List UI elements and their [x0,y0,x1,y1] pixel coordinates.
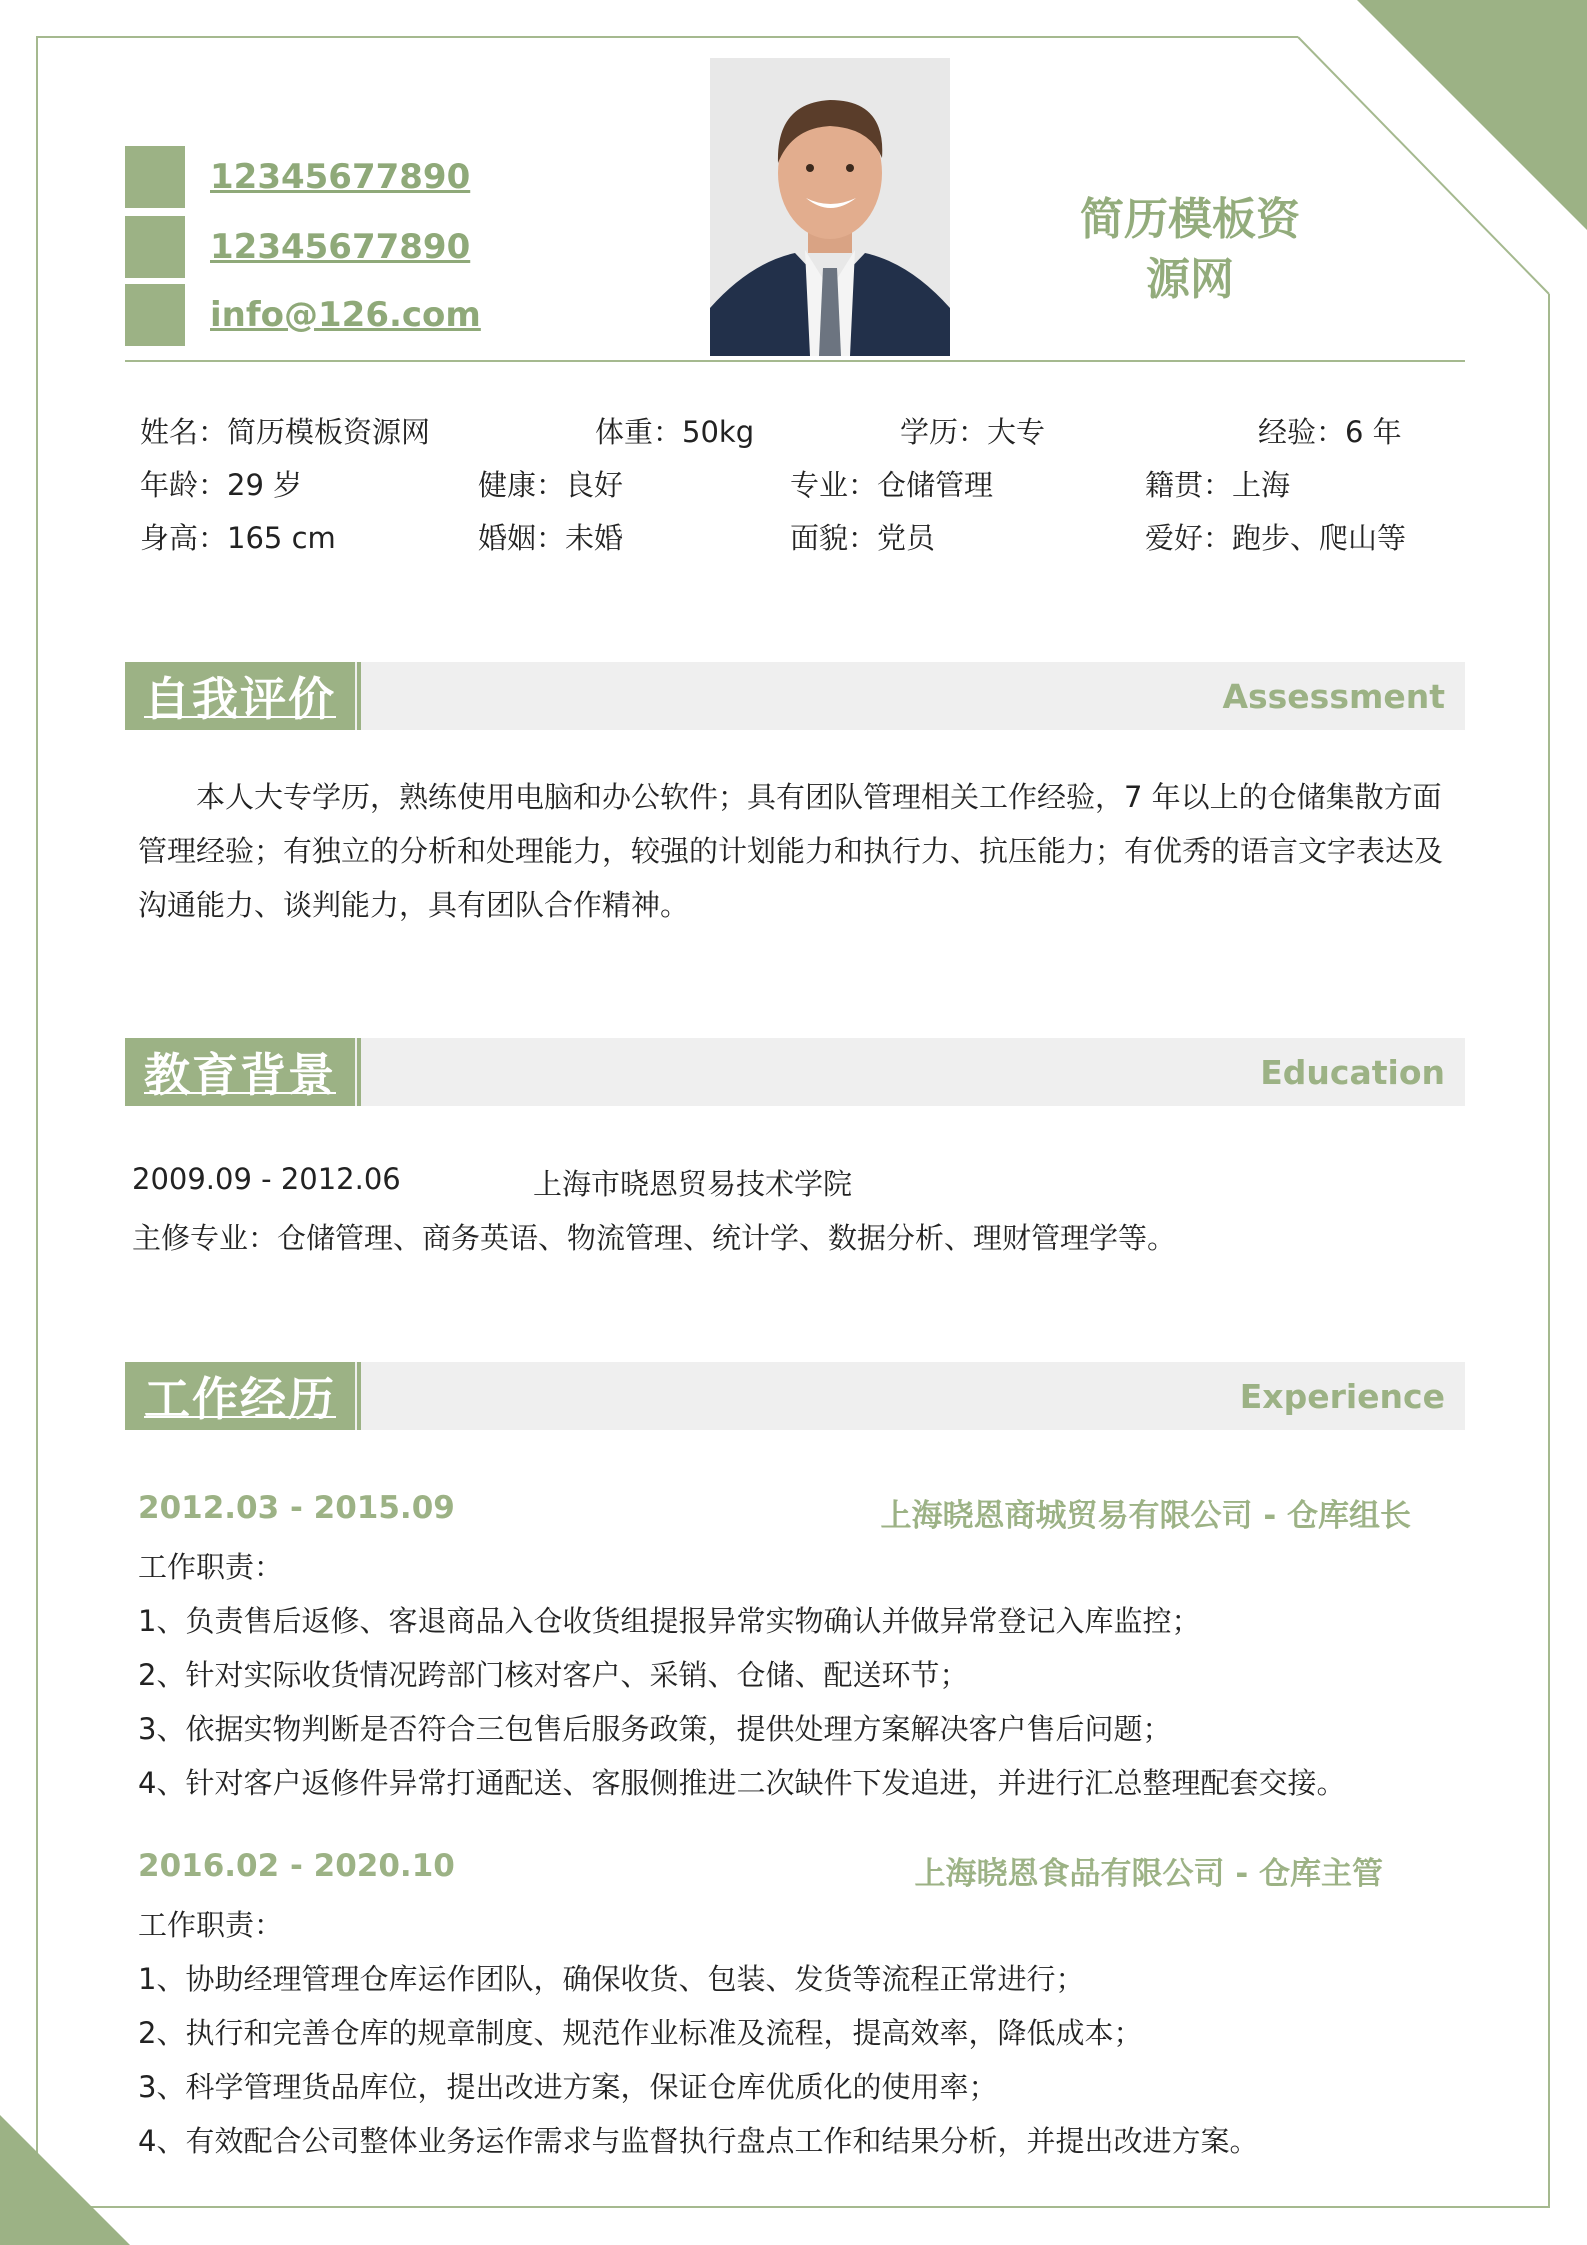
header-divider [125,360,1465,362]
section-experience-title: 工作经历 [125,1362,355,1430]
info-health: 健康：良好 [478,468,624,502]
section-assessment-title: 自我评价 [125,662,355,730]
info-experience: 经验：6 年 [1258,415,1402,449]
job-2-label: 工作职责： [138,1908,284,1942]
mail-icon [125,284,185,346]
education-school: 上海市晓恩贸易技术学院 [533,1167,853,1201]
section-experience-header [125,1362,1465,1430]
section-assessment-en: Assessment [1222,676,1445,716]
job-2-duty-2: 2、执行和完善仓库的规章制度、规范作业标准及流程，提高效率，降低成本； [138,2016,1143,2050]
job-1-period: 2012.03 - 2015.09 [138,1490,455,1526]
info-marriage: 婚姻：未婚 [478,521,624,555]
info-politics: 面貌：党员 [790,521,936,555]
info-hometown: 籍贯：上海 [1145,468,1291,502]
phone-icon [125,216,185,278]
corner-decoration-top-right [1357,0,1587,230]
assessment-line-1: 本人大专学历，熟练使用电脑和办公软件；具有团队管理相关工作经验，7 年以上的仓储集散方面 [196,780,1442,814]
job-1-label: 工作职责： [138,1550,284,1584]
info-hobby: 爱好：跑步、爬山等 [1145,521,1407,555]
section-education-en: Education [1260,1052,1445,1092]
assessment-text [138,770,1458,932]
section-education-header [125,1038,1465,1106]
info-major: 专业：仓储管理 [790,468,994,502]
job-1-duty-2: 2、针对实际收货情况跨部门核对客户、采销、仓储、配送环节； [138,1658,969,1692]
assessment-line-3: 沟通能力、谈判能力，具有团队合作精神。 [138,888,690,922]
brand-line-1: 简历模板资 [1080,194,1300,245]
contact-phone-1 [125,146,470,208]
corner-decoration-bottom-left [0,2115,130,2245]
section-experience-en: Experience [1239,1376,1445,1416]
info-education: 学历：大专 [900,415,1046,449]
job-1-duty-4: 4、针对客户返修件异常打通配送、客服侧推进二次缺件下发追进，并进行汇总整理配套交接。 [138,1766,1346,1800]
job-2-duty-3: 3、科学管理货品库位，提出改进方案，保证仓库优质化的使用率； [138,2070,998,2104]
contact-email-text[interactable]: info@126.com [210,295,481,335]
job-1-company: 上海晓恩商城贸易有限公司 - 仓库组长 [880,1498,1411,1534]
education-courses: 主修专业：仓储管理、商务英语、物流管理、统计学、数据分析、理财管理学等。 [132,1221,1177,1255]
brand-title [1040,190,1340,310]
section-assessment-header [125,662,1465,730]
info-name: 姓名：简历模板资源网 [140,415,431,449]
job-1-duty-1: 1、负责售后返修、客退商品入仓收货组提报异常实物确认并做异常登记入库监控； [138,1604,1201,1638]
section-education-title: 教育背景 [125,1038,355,1106]
job-2-company: 上海晓恩食品有限公司 - 仓库主管 [914,1856,1383,1892]
contact-phone-2 [125,216,470,278]
brand-line-2: 源网 [1146,254,1234,305]
info-weight: 体重：50kg [595,415,755,449]
contact-phone-2-text[interactable]: 12345677890 [210,227,471,267]
avatar [710,58,950,356]
contact-email [125,284,481,346]
job-2-period: 2016.02 - 2020.10 [138,1848,455,1884]
profile-photo [710,58,950,356]
assessment-line-2: 管理经验；有独立的分析和处理能力，较强的计划能力和执行力、抗压能力；有优秀的语言文字表达及 [138,834,1444,868]
info-age: 年龄：29 岁 [140,468,303,502]
phone-icon [125,146,185,208]
job-2-duty-4: 4、有效配合公司整体业务运作需求与监督执行盘点工作和结果分析，并提出改进方案。 [138,2124,1259,2158]
contact-phone-1-text[interactable]: 12345677890 [210,157,471,197]
job-2-duty-1: 1、协助经理管理仓库运作团队，确保收货、包装、发货等流程正常进行； [138,1962,1085,1996]
education-period: 2009.09 - 2012.06 [132,1162,401,1196]
info-height: 身高：165 cm [140,521,336,555]
job-1-duty-3: 3、依据实物判断是否符合三包售后服务政策，提供处理方案解决客户售后问题； [138,1712,1172,1746]
